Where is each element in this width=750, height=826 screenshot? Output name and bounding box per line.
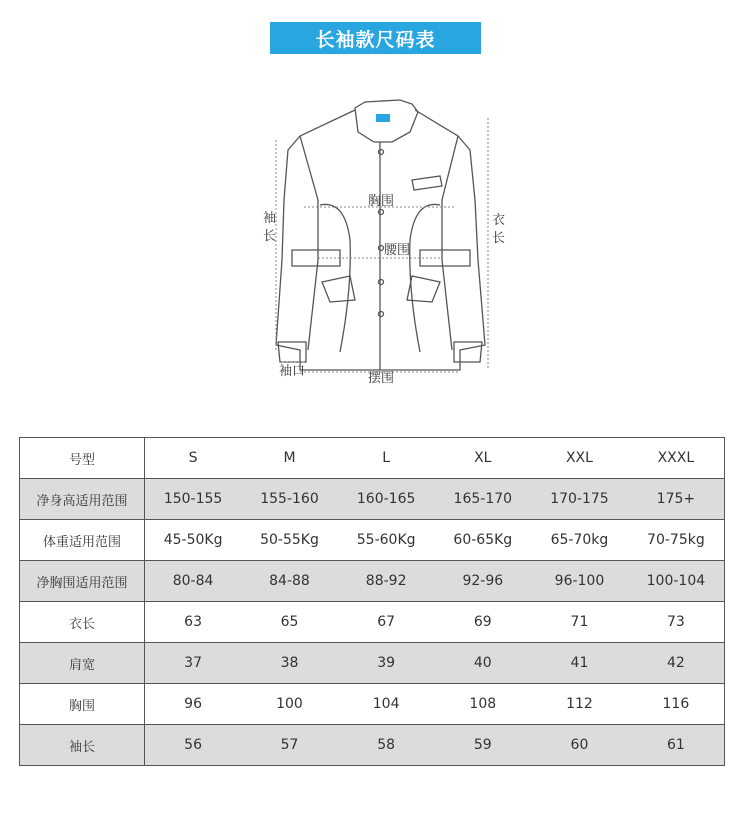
label-hem: 摆围 bbox=[368, 371, 395, 386]
page-title: 长袖款尺码表 bbox=[270, 22, 481, 54]
table-row bbox=[20, 479, 725, 520]
table-cell: 65-70kg bbox=[531, 520, 628, 561]
label-length-1: 衣 bbox=[492, 213, 506, 228]
table-row bbox=[20, 684, 725, 725]
table-row bbox=[20, 643, 725, 684]
table-cell: 67 bbox=[338, 602, 435, 643]
table-cell: 104 bbox=[338, 684, 435, 725]
table-cell: 100 bbox=[241, 684, 338, 725]
table-cell: 59 bbox=[434, 725, 531, 766]
table-cell: 84-88 bbox=[241, 561, 338, 602]
table-row bbox=[20, 520, 725, 561]
table-cell: 160-165 bbox=[338, 479, 435, 520]
row-label: 袖长 bbox=[20, 725, 145, 766]
table-row bbox=[20, 561, 725, 602]
table-cell: 170-175 bbox=[531, 479, 628, 520]
row-label: 肩宽 bbox=[20, 643, 145, 684]
label-waist: 腰围 bbox=[384, 243, 411, 258]
header-size-cell: S bbox=[145, 438, 242, 479]
table-cell: 96-100 bbox=[531, 561, 628, 602]
table-cell: 88-92 bbox=[338, 561, 435, 602]
jacket-diagram bbox=[0, 0, 750, 400]
collar-logo bbox=[376, 114, 390, 122]
table-cell: 61 bbox=[628, 725, 725, 766]
row-label: 净身高适用范围 bbox=[20, 479, 145, 520]
table-cell: 45-50Kg bbox=[145, 520, 242, 561]
table-cell: 108 bbox=[434, 684, 531, 725]
label-sleeve-1: 袖 bbox=[263, 211, 277, 226]
table-cell: 96 bbox=[145, 684, 242, 725]
label-cuff: 袖口 bbox=[279, 364, 306, 379]
row-label: 胸围 bbox=[20, 684, 145, 725]
table-cell: 60-65Kg bbox=[434, 520, 531, 561]
table-cell: 42 bbox=[628, 643, 725, 684]
table-cell: 41 bbox=[531, 643, 628, 684]
table-cell: 56 bbox=[145, 725, 242, 766]
table-header-row bbox=[20, 438, 725, 479]
header-size-cell: XXXL bbox=[628, 438, 725, 479]
table-cell: 70-75kg bbox=[628, 520, 725, 561]
table-cell: 50-55Kg bbox=[241, 520, 338, 561]
table-cell: 60 bbox=[531, 725, 628, 766]
table-cell: 73 bbox=[628, 602, 725, 643]
row-label: 体重适用范围 bbox=[20, 520, 145, 561]
header-size-cell: M bbox=[241, 438, 338, 479]
table-cell: 80-84 bbox=[145, 561, 242, 602]
jacket-outline bbox=[276, 100, 485, 370]
label-chest: 胸围 bbox=[368, 194, 395, 209]
table-cell: 63 bbox=[145, 602, 242, 643]
size-table bbox=[19, 437, 725, 766]
table-cell: 71 bbox=[531, 602, 628, 643]
table-cell: 92-96 bbox=[434, 561, 531, 602]
table-cell: 57 bbox=[241, 725, 338, 766]
label-sleeve-2: 长 bbox=[263, 229, 277, 244]
table-cell: 100-104 bbox=[628, 561, 725, 602]
header-size-cell: XXL bbox=[531, 438, 628, 479]
measure-lines bbox=[276, 118, 488, 372]
table-cell: 39 bbox=[338, 643, 435, 684]
row-label: 净胸围适用范围 bbox=[20, 561, 145, 602]
table-row bbox=[20, 725, 725, 766]
table-cell: 55-60Kg bbox=[338, 520, 435, 561]
table-cell: 175+ bbox=[628, 479, 725, 520]
table-row bbox=[20, 602, 725, 643]
row-label: 衣长 bbox=[20, 602, 145, 643]
table-cell: 65 bbox=[241, 602, 338, 643]
table-cell: 69 bbox=[434, 602, 531, 643]
label-length-2: 长 bbox=[492, 231, 506, 246]
table-cell: 38 bbox=[241, 643, 338, 684]
table-cell: 116 bbox=[628, 684, 725, 725]
header-label-cell: 号型 bbox=[20, 438, 145, 479]
table-cell: 165-170 bbox=[434, 479, 531, 520]
table-cell: 37 bbox=[145, 643, 242, 684]
table-cell: 40 bbox=[434, 643, 531, 684]
table-cell: 155-160 bbox=[241, 479, 338, 520]
table-cell: 112 bbox=[531, 684, 628, 725]
header-size-cell: XL bbox=[434, 438, 531, 479]
table-cell: 58 bbox=[338, 725, 435, 766]
header-size-cell: L bbox=[338, 438, 435, 479]
table-cell: 150-155 bbox=[145, 479, 242, 520]
